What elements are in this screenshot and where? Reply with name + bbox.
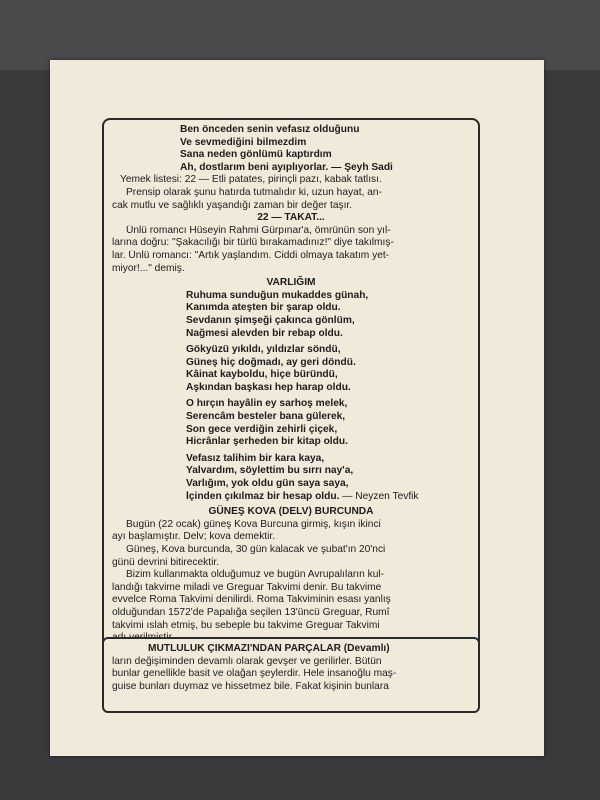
stanza-text: İçinden çıkılmaz bir hesap oldu. [186, 490, 340, 502]
stanza-line: Kâinat kayboldu, hiçe büründü, [186, 369, 338, 381]
stanza-line: Gökyüzü yıkıldı, yıldızlar söndü, [186, 344, 341, 356]
takat-heading: 22 — TAKAT... [257, 212, 325, 224]
stanza-line: Yalvardım, söylettim bu sırrı nay'a, [186, 465, 354, 477]
gunes-heading: GÜNEŞ KOVA (DELV) BURCUNDA [208, 506, 374, 518]
content-frame [102, 118, 480, 713]
poem-text: Ah, dostlarım beni ayıplıyorlar. [180, 161, 329, 173]
gunes-line: Bizim kullanmakta olduğumuz ve bugün Avrupalıların kul- [126, 569, 385, 581]
gunes-line: olduğundan 1572'de Papalığa seçilen 13'üncü Greguar, Rumî [112, 606, 390, 618]
gunes-line: takvimi ıslah etmiş, bu sebeple bu takvime Greguar Takvimi [112, 619, 380, 631]
stanza-line: Sevdanın şimşeği çakınca gönlüm, [186, 314, 355, 326]
mutluluk-line: guise bunları duymaz ve hissetmez bile. Fakat kişinin bunlara [112, 680, 389, 692]
page-sheet [50, 60, 544, 756]
poem-line: Sana neden gönlümü kaptırdım [180, 149, 332, 161]
takat-line: lar. Ünlü romancı: "Artık yaşlandım. Ciddi olmaya takatım yet- [112, 249, 390, 261]
principle-line: Prensip olarak şunu hatırda tutmalıdır ki, uzun hayat, an- [126, 186, 382, 198]
poem-line: Ben önceden senin vefasız olduğunu [180, 124, 360, 135]
stanza-line: Nağmesi alevden bir rebap oldu. [186, 327, 343, 339]
gunes-line: günü devrini bitirecektir. [112, 556, 220, 568]
poem-line: Ve sevmediğini bilmezdim [180, 136, 307, 148]
stanza-line: Ruhuma sunduğun mukaddes günah, [186, 289, 369, 301]
varligim-heading: VARLIĞIM [266, 277, 316, 289]
gunes-line: Bugün (22 ocak) güneş Kova Burcuna girmiş, kışın ikinci [126, 518, 381, 530]
poem-attribution: — Şeyh Sadi [331, 161, 393, 173]
stanza-line: Hicrânlar şerheden bir kitap oldu. [186, 436, 348, 448]
gunes-line: evvelce Roma Takvimi denilirdi. Roma Takviminin esası yanlış [112, 594, 391, 606]
stanza-line: Son gece verdiğin zehirli çiçek, [186, 423, 338, 435]
stanza-line: Serencâm besteler bana gülerek, [186, 411, 346, 423]
takat-line: miyor!..." demiş. [112, 262, 185, 274]
mutluluk-line: ların değişiminden devamlı olarak gevşer ve gerilirler. Bütün [112, 655, 382, 667]
stanza-line: Vefasız talihim bir kara kaya, [186, 452, 325, 464]
stanza-line: O hırçın hayâlin ey sarhoş melek, [186, 398, 348, 410]
stanza-line: Varlığım, yok oldu gün saya saya, [186, 478, 349, 490]
takat-line: Ünlü romancı Hüseyin Rahmi Gürpınar'a, ömrünün son yıl- [126, 224, 391, 236]
takat-line: larına doğru: "Şakacılığı bir türlü bırakamadınız!" diye takılmış- [112, 237, 394, 249]
mutluluk-heading: MUTLULUK ÇIKMAZI'NDAN PARÇALAR (Devamlı) [148, 643, 390, 654]
stanza-line: Aşkından başkası hep harap oldu. [186, 381, 351, 393]
gunes-line: Güneş, Kova burcunda, 30 gün kalacak ve şubat'ın 20'nci [126, 544, 386, 555]
principle-line: cak mutlu ve sağlıklı yaşandığı zaman bir değer taşır. [112, 199, 353, 211]
stanza-line [112, 491, 470, 504]
continued-section [102, 637, 480, 713]
menu-line: Yemek listesi: 22 — Etli patates, pirinçli pazı, kabak tatlısı. [120, 174, 382, 186]
mutluluk-line: bunlar genellikle basit ve olağan şeylerdir. Hele insanoğlu maş- [112, 668, 397, 680]
poem-attribution: — Neyzen Tevfik [342, 490, 419, 502]
stanza-line: Kanımda ateşten bir şarap oldu. [186, 302, 341, 314]
poem-line [112, 162, 470, 175]
stanza-line: Güneş hiç doğmadı, ay geri döndü. [186, 356, 356, 368]
gunes-line: ayı başlamıştır. Delv; kova demektir. [112, 531, 276, 543]
gunes-line: landığı takvime miladi ve Greguar Takvimi denir. Bu takvime [112, 581, 382, 593]
